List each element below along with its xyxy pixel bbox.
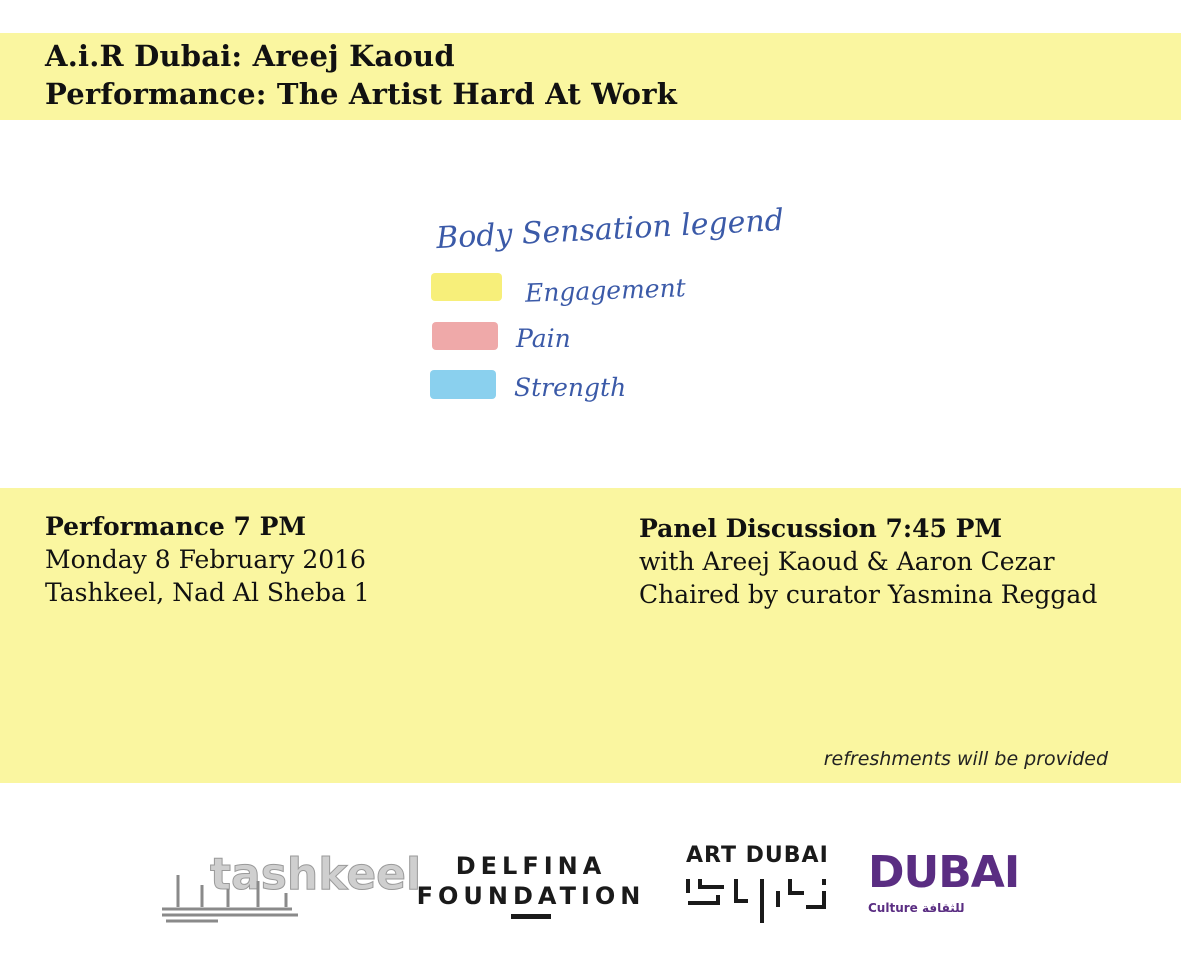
performance-heading: Performance 7 PM [45,512,307,541]
refreshments-note: refreshments will be provided [823,748,1108,770]
art-dubai-glyph-icon [686,877,832,927]
body-sensation-legend [0,120,1181,488]
event-details-band [0,488,1181,783]
art-dubai-wordmark: ART DUBAI [686,843,829,868]
culture-wordmark: Culture للثقافة [868,901,965,915]
legend-title: Body Sensation legend [435,202,785,257]
art-dubai-logo [686,843,832,929]
strength-label: Strength [514,373,627,402]
dubai-culture-logo [868,847,1020,923]
panel-participants: with Areej Kaoud & Aaron Cezar [639,547,1055,576]
event-subtitle: Performance: The Artist Hard At Work [45,77,677,111]
tashkeel-logo [158,845,422,925]
pain-label: Pain [516,324,571,353]
sponsor-logos [0,783,1181,974]
title-banner [0,33,1181,120]
performance-block [45,510,370,609]
engagement-label: Engagement [524,273,687,308]
delfina-wordmark: DELFINA [455,852,607,880]
foundation-wordmark: FOUNDATION [416,882,646,910]
svg-text:tashkeel: tashkeel [210,849,422,900]
pain-swatch [432,322,498,350]
panel-heading: Panel Discussion 7:45 PM [639,514,1003,543]
delfina-foundation-logo [413,851,649,921]
performance-date: Monday 8 February 2016 [45,545,366,574]
performance-venue: Tashkeel, Nad Al Sheba 1 [45,578,370,607]
panel-block [639,512,1097,611]
event-title: A.i.R Dubai: Areej Kaoud [45,39,455,73]
engagement-swatch [431,273,502,301]
delfina-underline [511,914,551,919]
strength-swatch [430,370,496,399]
dubai-wordmark: DUBAI [868,847,1020,898]
panel-chair: Chaired by curator Yasmina Reggad [639,580,1098,609]
